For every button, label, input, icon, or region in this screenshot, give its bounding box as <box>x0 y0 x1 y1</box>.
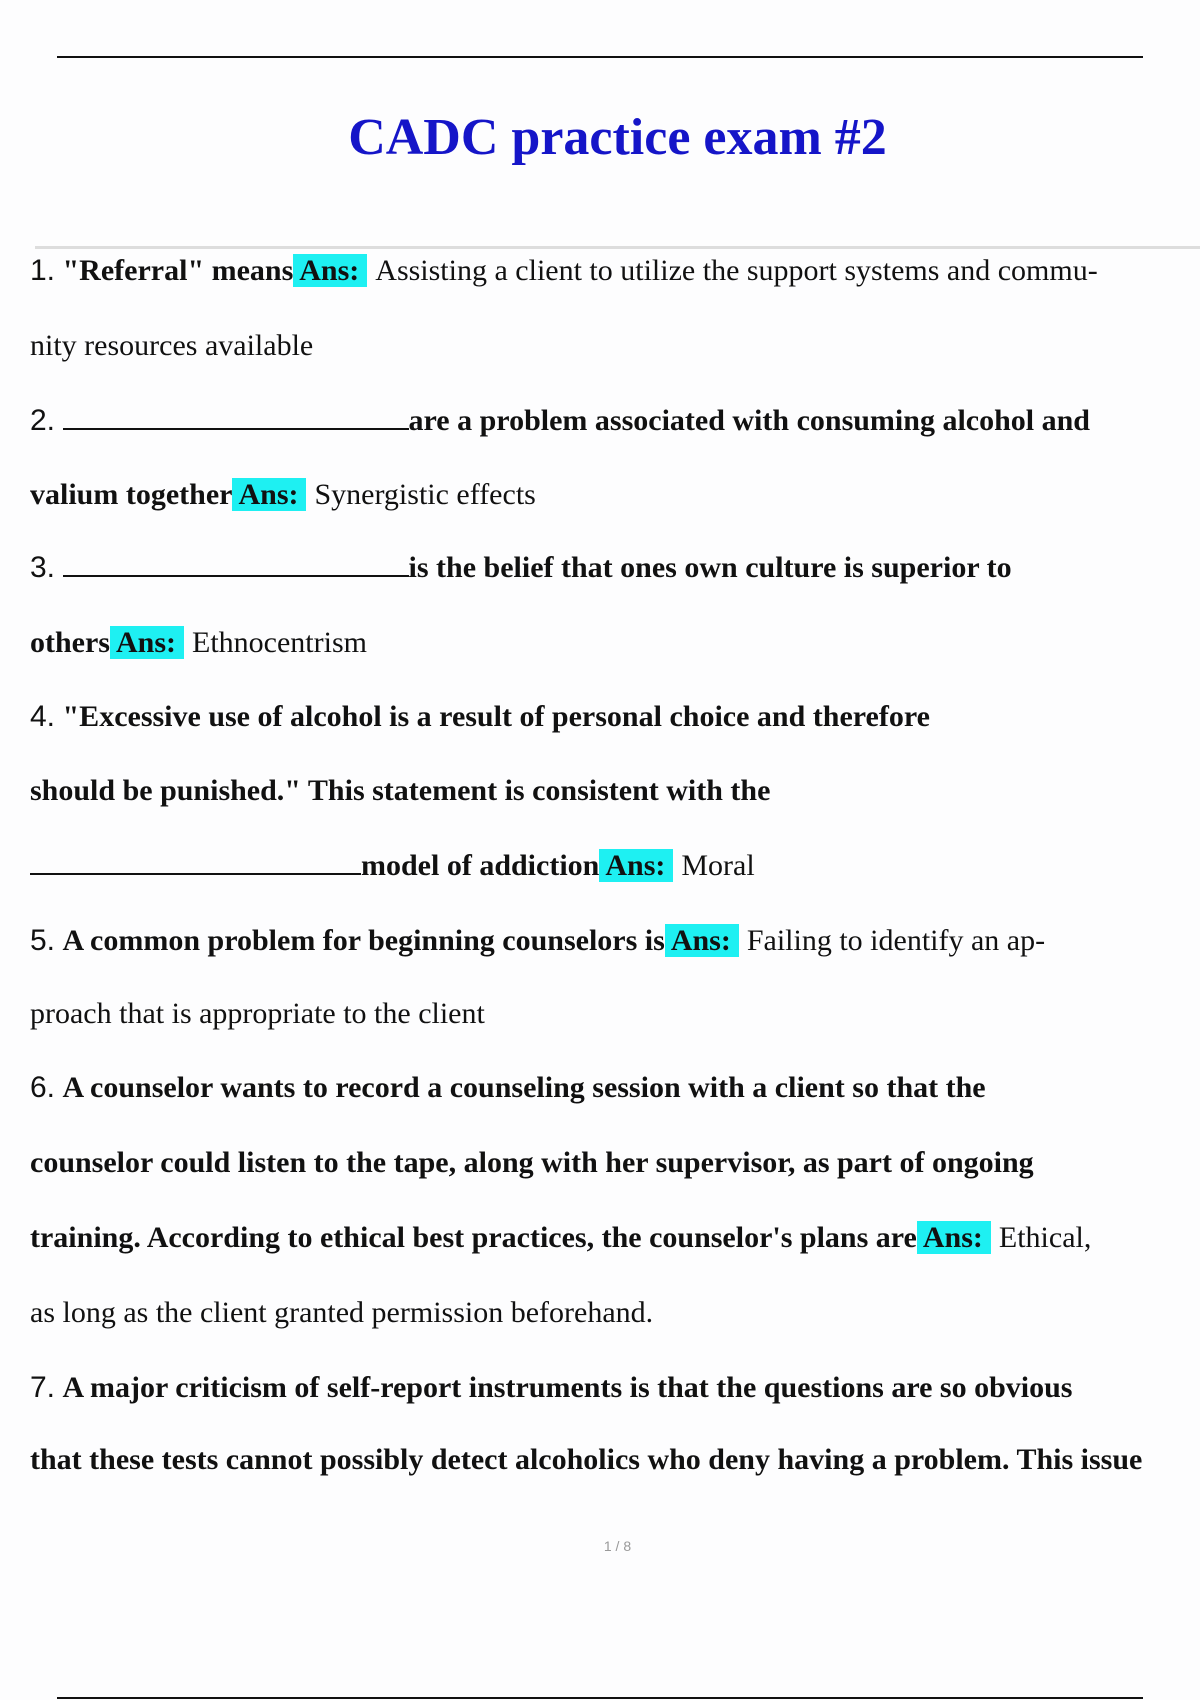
question-text: is the belief that ones own culture is superior to <box>408 551 1012 584</box>
question-4-line-3 <box>30 846 755 886</box>
question-text: should be punished." This statement is consistent with the <box>30 774 771 807</box>
page-title: CADC practice exam #2 <box>348 109 887 166</box>
top-rule <box>57 56 1143 58</box>
question-text: A common problem for beginning counselors is <box>62 924 665 957</box>
question-number: 5. <box>30 924 56 957</box>
question-text: others <box>30 626 110 659</box>
question-text: A counselor wants to record a counseling session with a client so that the <box>62 1071 986 1104</box>
question-text: "Excessive use of alcohol is a result of personal choice and therefore <box>62 700 930 733</box>
answer-text: proach that is appropriate to the client <box>30 997 485 1030</box>
question-number: 1. <box>30 254 56 287</box>
question-number: 2. <box>30 404 56 437</box>
answer-text: Ethical, <box>998 1221 1092 1254</box>
fill-in-blank <box>63 406 409 430</box>
question-6-line-4 <box>30 1293 653 1333</box>
question-6-line-1 <box>30 1068 986 1108</box>
bottom-rule <box>57 1697 1143 1699</box>
question-4-line-2 <box>30 771 770 811</box>
answer-text: Failing to identify an ap- <box>746 924 1046 957</box>
question-3-line-1 <box>30 548 1012 588</box>
question-6-line-2 <box>30 1143 1034 1183</box>
question-number: 3. <box>30 551 56 584</box>
question-number: 6. <box>30 1071 56 1104</box>
answer-text: as long as the client granted permission beforehand. <box>30 1296 654 1329</box>
question-text: "Referral" means <box>62 254 294 287</box>
question-4-line-1 <box>30 697 930 737</box>
question-text: valium together <box>30 478 233 511</box>
question-7-line-2 <box>30 1440 1142 1480</box>
answer-label: Ans: <box>917 1221 991 1254</box>
question-1-line-2 <box>30 326 313 366</box>
answer-label: Ans: <box>599 849 673 882</box>
question-6-line-3 <box>30 1218 1091 1258</box>
question-text: model of addiction <box>361 849 600 882</box>
question-text: are a problem associated with consuming alcohol and <box>408 404 1090 437</box>
answer-text: Synergistic effects <box>314 478 536 511</box>
answer-label: Ans: <box>110 626 184 659</box>
answer-text: nity resources available <box>30 329 314 362</box>
fill-in-blank <box>30 851 361 875</box>
question-2-line-1 <box>30 401 1090 441</box>
question-number: 4. <box>30 700 56 733</box>
question-3-line-2 <box>30 623 367 663</box>
fill-in-blank <box>63 553 409 577</box>
question-7-line-1 <box>30 1368 1072 1408</box>
answer-label: Ans: <box>293 254 367 287</box>
answer-text: Moral <box>681 849 755 882</box>
answer-text: Ethnocentrism <box>192 626 367 659</box>
question-1-line-1 <box>30 251 1098 291</box>
answer-text: Assisting a client to utilize the support systems and commu- <box>375 254 1098 287</box>
page-number: 1 / 8 <box>603 1538 632 1554</box>
question-2-line-2 <box>30 475 536 515</box>
answer-label: Ans: <box>232 478 306 511</box>
question-text: A major criticism of self-report instruments is that the questions are so obvious <box>62 1371 1073 1404</box>
divider <box>35 246 1200 249</box>
question-number: 7. <box>30 1371 56 1404</box>
question-text: counselor could listen to the tape, along with her supervisor, as part of ongoing <box>30 1146 1034 1179</box>
question-5-line-2 <box>30 994 485 1034</box>
question-5-line-1 <box>30 921 1045 961</box>
answer-label: Ans: <box>665 924 739 957</box>
question-text: that these tests cannot possibly detect alcoholics who deny having a problem. This issue <box>30 1443 1143 1476</box>
question-text: training. According to ethical best practices, the counselor's plans are <box>30 1221 917 1254</box>
